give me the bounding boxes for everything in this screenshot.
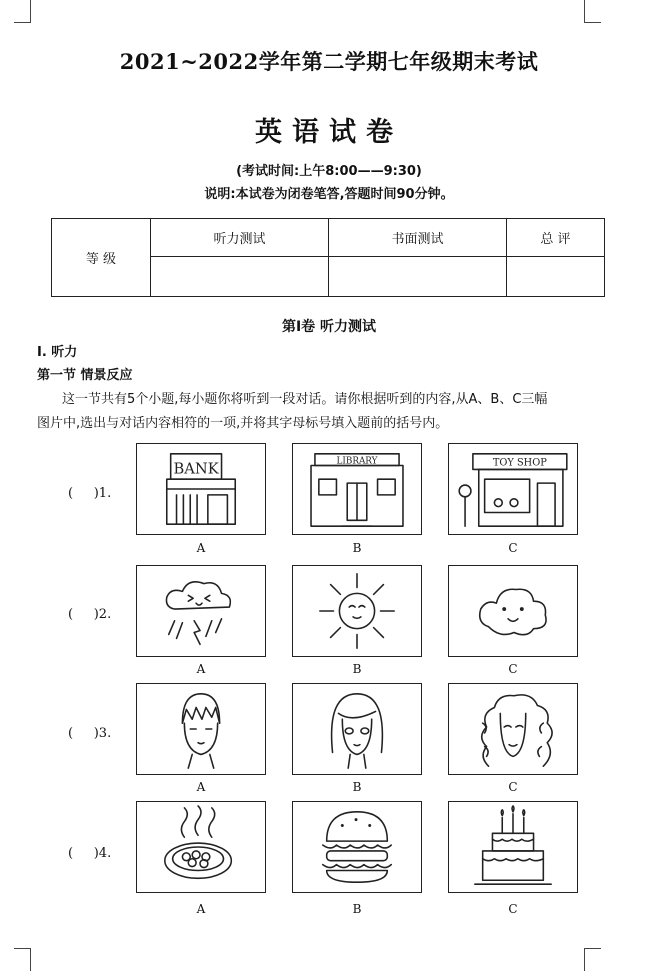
question-4-option-b-picture[interactable]	[292, 801, 422, 893]
question-2-option-b-picture[interactable]	[292, 565, 422, 657]
question-2-option-a-picture[interactable]	[136, 565, 266, 657]
question-3-option-a-label: A	[196, 780, 206, 794]
question-3-option-c-picture[interactable]	[448, 683, 578, 775]
exam-instruction: 说明:本试卷为闭卷笔答,答题时间90分钟。	[204, 187, 454, 202]
grade-col-writing: 书面测试	[329, 219, 507, 257]
crop-mark-top-left	[14, 0, 31, 23]
library-sign: LIBRARY	[336, 456, 378, 467]
question-1-option-a-picture[interactable]	[136, 443, 266, 535]
crop-mark-bottom-right	[584, 948, 601, 971]
question-4-option-a-picture[interactable]	[136, 801, 266, 893]
question-3-option-a-picture[interactable]	[136, 683, 266, 775]
bob-hair-girl-icon	[293, 684, 421, 774]
question-1-option-c-picture[interactable]	[448, 443, 578, 535]
question-2-option-b-label: B	[352, 662, 362, 676]
question-4-option-c-picture[interactable]	[448, 801, 578, 893]
grade-col-total: 总 评	[507, 219, 605, 257]
question-4-option-a-label: A	[196, 902, 206, 916]
question-4-option-b-label: B	[352, 902, 362, 916]
grade-table	[51, 218, 605, 297]
exam-title: 2021~2022学年第二学期七年级期末考试	[119, 49, 539, 74]
sun-icon	[293, 566, 421, 656]
question-3-option-b-picture[interactable]	[292, 683, 422, 775]
paper-title: 英语试卷	[255, 117, 403, 148]
grade-row-header: 等 级	[52, 219, 151, 297]
question-1-number: ( )1.	[68, 486, 112, 501]
grade-col-listening: 听力测试	[151, 219, 329, 257]
question-4-option-c-label: C	[508, 902, 518, 916]
crop-mark-bottom-left	[14, 948, 31, 971]
short-hair-person-icon	[137, 684, 265, 774]
storm-cloud-icon	[137, 566, 265, 656]
library-building-icon	[293, 444, 421, 534]
hamburger-icon	[293, 802, 421, 892]
question-1-option-b-label: B	[352, 541, 362, 555]
curly-hair-woman-icon	[449, 684, 577, 774]
bank-building-icon	[137, 444, 265, 534]
question-2-option-c-label: C	[508, 662, 518, 676]
question-4-number: ( )4.	[68, 846, 112, 861]
hot-dish-icon	[137, 802, 265, 892]
grade-cell-total[interactable]	[507, 257, 605, 297]
instruction-line-2: 图片中,选出与对话内容相符的一项,并将其字母标号填入题前的括号内。	[37, 416, 449, 431]
instruction-line-1: 这一节共有5个小题,每小题你将听到一段对话。请你根据听到的内容,从A、B、C三幅	[62, 392, 548, 407]
question-1-option-b-picture[interactable]	[292, 443, 422, 535]
bank-sign: BANK	[173, 460, 219, 478]
subsection-title: 第一节 情景反应	[37, 368, 133, 383]
part-title: 第I卷 听力测试	[281, 319, 377, 335]
question-2-option-a-label: A	[196, 662, 206, 676]
toy-shop-building-icon	[449, 444, 577, 534]
toy-shop-sign: TOY SHOP	[492, 457, 547, 469]
cloud-icon	[449, 566, 577, 656]
birthday-cake-icon	[449, 802, 577, 892]
question-3-number: ( )3.	[68, 726, 112, 741]
question-1-option-a-label: A	[196, 541, 206, 555]
crop-mark-top-right	[584, 0, 601, 23]
question-2-option-c-picture[interactable]	[448, 565, 578, 657]
grade-cell-writing[interactable]	[329, 257, 507, 297]
question-3-option-b-label: B	[352, 780, 362, 794]
question-3-option-c-label: C	[508, 780, 518, 794]
grade-cell-listening[interactable]	[151, 257, 329, 297]
question-2-number: ( )2.	[68, 607, 112, 622]
question-1-option-c-label: C	[508, 541, 518, 555]
section-title: I. 听力	[37, 345, 78, 360]
exam-time: (考试时间:上午8:00——9:30)	[236, 164, 422, 179]
